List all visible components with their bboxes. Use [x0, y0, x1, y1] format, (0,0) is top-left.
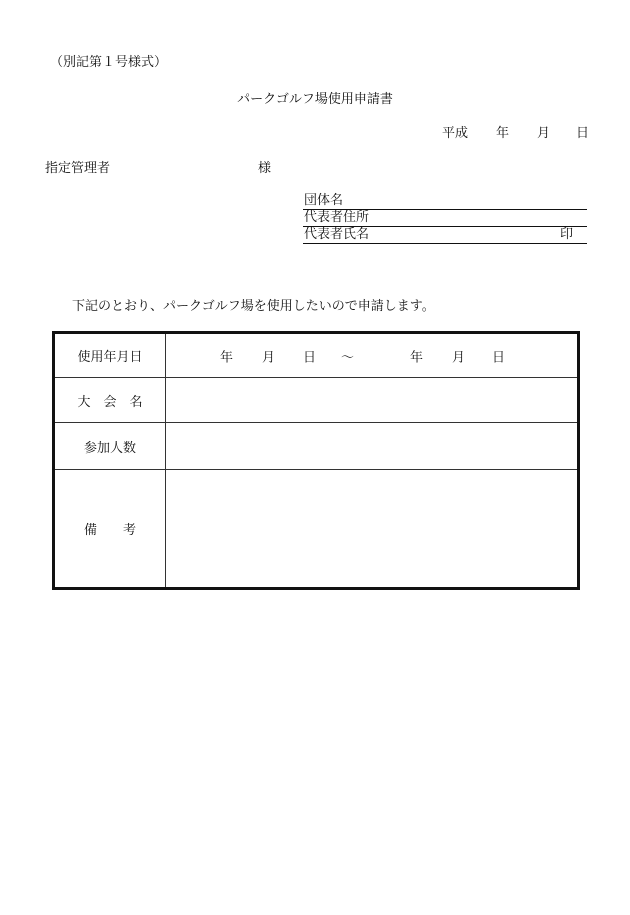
- seal-mark: 印: [559, 227, 573, 242]
- tournament-name-header: 大 会 名: [54, 378, 166, 423]
- table-row: [54, 333, 579, 378]
- representative-name-field[interactable]: [303, 227, 587, 244]
- start-year: 年: [220, 350, 234, 365]
- table-row: [54, 378, 579, 423]
- usage-date-range: [166, 334, 577, 377]
- end-year: 年: [410, 350, 424, 365]
- representative-name-label: 代表者氏名: [304, 227, 370, 242]
- addressee-suffix: 様: [258, 161, 272, 176]
- date-month: 月: [537, 126, 551, 141]
- usage-date-header: 使用年月日: [54, 333, 166, 378]
- application-table: [52, 331, 580, 590]
- form-number: （別記第１号様式）: [50, 55, 168, 70]
- date-day: 日: [576, 126, 590, 141]
- start-day: 日: [303, 350, 317, 365]
- start-month: 月: [262, 350, 276, 365]
- end-day: 日: [492, 350, 506, 365]
- group-name-label: 団体名: [304, 193, 344, 208]
- tournament-name-field[interactable]: [166, 378, 579, 423]
- remarks-field[interactable]: [166, 470, 579, 589]
- date-year: 年: [496, 126, 510, 141]
- addressee-name: 指定管理者: [45, 161, 111, 176]
- table-row: [54, 470, 579, 589]
- document-title: パークゴルフ場使用申請書: [237, 92, 393, 107]
- usage-date-field[interactable]: [166, 333, 579, 378]
- date-era: 平成: [442, 126, 469, 141]
- application-date-line: [442, 122, 589, 141]
- range-tilde: ～: [341, 350, 355, 365]
- participants-header: 参加人数: [54, 423, 166, 470]
- group-name-field[interactable]: [303, 193, 587, 210]
- representative-address-label: 代表者住所: [304, 210, 370, 225]
- remarks-header: 備 考: [54, 470, 166, 589]
- table-row: [54, 423, 579, 470]
- representative-address-field[interactable]: [303, 210, 587, 227]
- request-statement: 下記のとおり、パークゴルフ場を使用したいので申請します。: [72, 299, 435, 314]
- end-month: 月: [452, 350, 466, 365]
- participants-field[interactable]: [166, 423, 579, 470]
